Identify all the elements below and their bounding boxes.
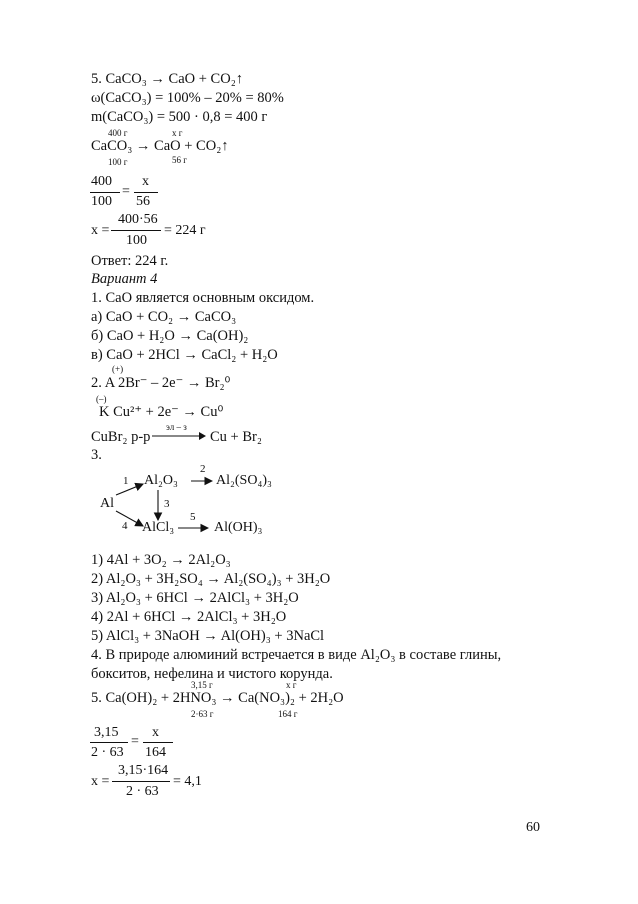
q5-calc-denominator: 2 · 63 xyxy=(126,784,159,799)
q5-prop-numerator-2: х xyxy=(152,725,159,740)
equals-sign: = xyxy=(122,184,130,199)
q5-prop-denominator-1: 2 · 63 xyxy=(91,745,124,760)
q3-reaction-5: 5) AlCl₃ + 3NaOH → Al(OH)₃ + 3NaCl xyxy=(91,628,325,644)
q5-annotation-top-1: 3,15 г xyxy=(191,680,213,690)
mass-caco3-line: m(CaCO₃) = 500 · 0,8 = 400 г xyxy=(91,109,268,125)
q3-reaction-4: 4) 2Al + 6HCl → 2AlCl₃ + 3H₂O xyxy=(91,609,287,625)
arrow-number-5: 5 xyxy=(190,511,196,523)
equals-sign: = xyxy=(131,734,139,749)
anode-half-reaction: 2. A 2Br⁻ – 2e⁻ → Br₂⁰ xyxy=(91,375,231,391)
fraction-bar xyxy=(90,742,128,743)
fraction-bar xyxy=(112,781,170,782)
arrow-number-2: 2 xyxy=(200,463,206,475)
node-al2so43: Al₂(SO₄)₃ xyxy=(216,473,272,488)
mass-fraction-line: ω(CaCO₃) = 100% – 20% = 80% xyxy=(91,90,284,106)
arrow-number-4: 4 xyxy=(122,520,128,532)
answer-line: Ответ: 224 г. xyxy=(91,253,169,269)
q3-reaction-2: 2) Al₂O₃ + 3H₂SO₄ → Al₂(SO₄)₃ + 3H₂O xyxy=(91,571,331,587)
q1-reaction-c: в) CaO + 2HCl → CaCl₂ + H₂O xyxy=(91,347,278,363)
arrow-number-3: 3 xyxy=(164,498,170,510)
calc-lhs: х = xyxy=(91,223,110,238)
q3-label: 3. xyxy=(91,447,102,463)
q4-line-1: 4. В природе алюминий встречается в виде Al₂O₃ в составе глины, xyxy=(91,647,502,663)
q5-prop-denominator-2: 164 xyxy=(145,745,166,760)
q5-annotation-top-2: х г xyxy=(286,680,297,690)
annotated-equation: CaCO₃ → CaO + CO₂↑ xyxy=(91,138,229,154)
q5-annotation-bottom-1: 2·63 г xyxy=(191,709,214,719)
q1-statement: 1. CaO является основным оксидом. xyxy=(91,290,315,306)
prop-denominator-2: 56 xyxy=(136,194,150,209)
q5-calc-result: = 4,1 xyxy=(173,774,202,789)
arrow-number-1: 1 xyxy=(123,475,129,487)
prop-numerator-2: х xyxy=(142,174,149,189)
q5-calc-lhs: х = xyxy=(91,774,110,789)
electrolysis-reactant: CuBr₂ р-р xyxy=(91,429,151,445)
eq-annotation-bottom-1: 100 г xyxy=(108,157,128,167)
variant-heading: Вариант 4 xyxy=(91,271,158,287)
page-number: 60 xyxy=(526,820,540,835)
q5-prop-numerator-1: 3,15 xyxy=(94,725,119,740)
q3-reaction-1: 1) 4Al + 3O₂ → 2Al₂O₃ xyxy=(91,552,231,568)
cathode-half-reaction: K Cu²⁺ + 2e⁻ → Cu⁰ xyxy=(99,404,224,420)
electrolysis-product: Cu + Br₂ xyxy=(210,429,262,445)
eq-annotation-top-2: х г xyxy=(172,128,183,138)
electrolysis-label: эл – з xyxy=(166,422,187,432)
anode-sign: (+) xyxy=(112,364,124,374)
prop-denominator-1: 100 xyxy=(91,194,112,209)
cathode-sign: (–) xyxy=(96,394,107,404)
eq-annotation-bottom-2: 56 г xyxy=(172,155,187,165)
q5-calc-numerator: 3,15·164 xyxy=(118,763,169,778)
calc-numerator: 400·56 xyxy=(118,212,158,227)
node-aloh3: Al(OH)₃ xyxy=(214,520,263,535)
q1-reaction-a: а) CaO + CO₂ → CaCO₃ xyxy=(91,309,237,325)
node-alcl3: AlCl₃ xyxy=(142,520,175,535)
node-al2o3: Al₂O₃ xyxy=(144,473,178,488)
fraction-bar xyxy=(143,742,173,743)
q5-annotation-bottom-2: 164 г xyxy=(278,709,298,719)
calc-result: = 224 г xyxy=(164,223,206,238)
calc-denominator: 100 xyxy=(126,233,147,248)
q1-reaction-b: б) CaO + H₂O → Ca(OH)₂ xyxy=(91,328,249,344)
reaction-caco3-decomp: 5. CaCO₃ → CaO + CO₂↑ xyxy=(91,71,244,87)
q3-reaction-3: 3) Al₂O₃ + 6HCl → 2AlCl₃ + 3H₂O xyxy=(91,590,299,606)
eq-annotation-top-1: 400 г xyxy=(108,128,128,138)
q5-equation: 5. Ca(OH)₂ + 2HNO₃ → Ca(NO₃)₂ + 2H₂O xyxy=(91,690,344,706)
node-al: Al xyxy=(100,496,114,511)
q4-line-2: бокситов, нефелина и чистого корунда. xyxy=(91,666,333,682)
prop-numerator-1: 400 xyxy=(91,174,112,189)
